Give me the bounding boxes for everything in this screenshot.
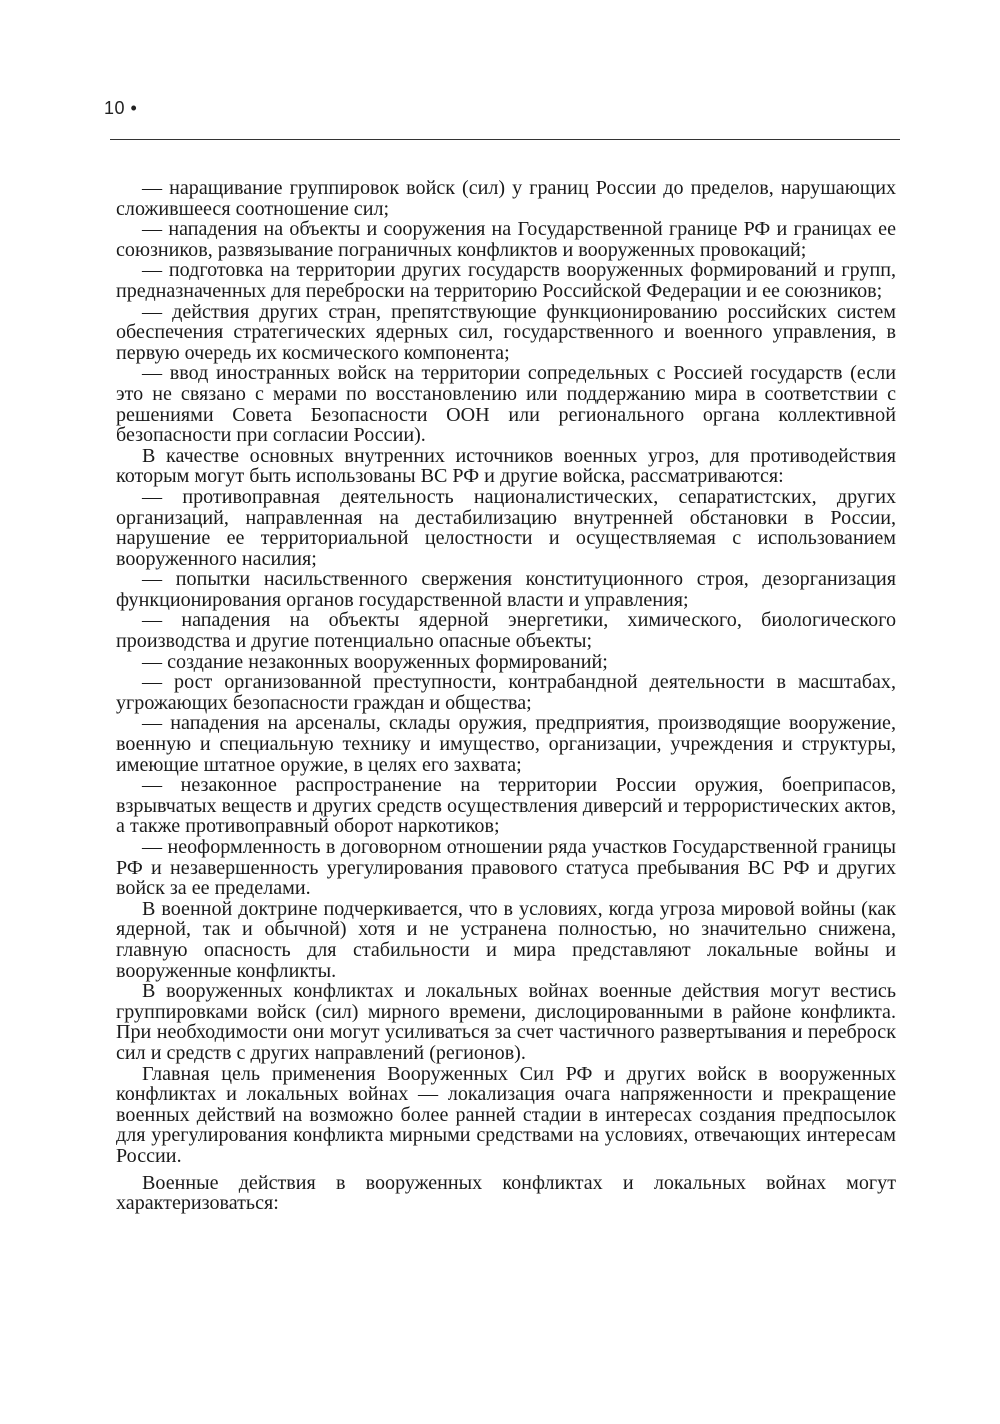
paragraph: — нападения на арсеналы, склады оружия, предприятия, производящие вооружение, военную и специальную технику и имущество, организации, учреждения и структуры, имеющие штатное оружие, в целях его захвата;	[116, 712, 896, 776]
paragraph: — рост организованной преступности, контрабандной деятельности в масштабах, угрожающих безопасности граждан и общества;	[116, 671, 896, 714]
paragraph: — создание незаконных вооруженных формирований;	[142, 650, 608, 673]
header-divider	[110, 139, 900, 140]
paragraph: В качестве основных внутренних источников военных угроз, для противодействия которым могут быть использованы ВС РФ и другие войска, рассматриваются:	[116, 444, 896, 488]
page-header	[104, 98, 137, 119]
paragraph: — неоформленность в договорном отношении ряда участков Государственной границы РФ и незавершенность урегулирования правового статуса пребывания ВС РФ и других войск за ее пределами.	[116, 836, 896, 900]
paragraph: В вооруженных конфликтах и локальных войнах военные действия могут вестись группировками войск (сил) мирного времени, дислоцированными в районе конфликта. При необходимости они могут усиливаться за счет частичного развертывания и переброск сил и средств с других направлений (регионов).	[116, 980, 896, 1064]
paragraph: — нападения на объекты ядерной энергетики, химического, биологического производства и другие потенциально опасные объекты;	[116, 609, 896, 653]
page-number: 10	[104, 98, 126, 118]
paragraph: — наращивание группировок войск (сил) у границ России до пределов, нарушающих сложившееся соотношение сил;	[116, 177, 896, 220]
paragraph: В военной доктрине подчеркивается, что в условиях, когда угроза мировой войны (как ядерной, так и обычной) хотя и не устранена полностью, но значительно снижена, главную опасность для стабильности и мира представляют локальные войны и вооруженные конфликты.	[116, 897, 896, 982]
header-bullet: •	[130, 98, 138, 118]
paragraph: — действия других стран, препятствующие функционированию российских систем обеспечения стратегических ядерных сил, государственного и военного управления, в первую очередь их космического компонента;	[116, 300, 896, 364]
paragraph: — ввод иностранных войск на территории сопредельных с Россией государств (если это не связано с мерами по восстановлению или поддержанию мира в соответствии с решениями Совета Безопасности ООН или регионального органа коллективной безопасности при согласии России).	[116, 362, 896, 447]
paragraph: — противоправная деятельность националистических, сепаратистских, других организаций, направленная на дестабилизацию внутренней обстановки в России, нарушение ее территориальной целостности и осуществляемая с использованием вооруженного насилия;	[116, 485, 896, 570]
body-text	[116, 178, 896, 1214]
paragraph: Военные действия в вооруженных конфликтах и локальных войнах могут характеризоваться:	[116, 1171, 896, 1215]
paragraph: — нападения на объекты и сооружения на Государственной границе РФ и границах ее союзников, развязывание пограничных конфликтов и вооруженных провокаций;	[116, 218, 896, 261]
paragraph: — подготовка на территории других государств вооруженных формирований и групп, предназначенных для переброски на территорию Российской Федерации и ее союзников;	[116, 259, 896, 302]
paragraph: — попытки насильственного свержения конституционного строя, дезорганизация функционирования органов государственной власти и управления;	[116, 568, 896, 611]
paragraph: — незаконное распространение на территории России оружия, боеприпасов, взрывчатых веществ и других средств осуществления диверсий и террористических актов, а также противоправный оборот наркотиков;	[116, 774, 896, 838]
paragraph: Главная цель применения Вооруженных Сил РФ и других войск в вооруженных конфликтах и локальных войнах — локализация очага напряженности и прекращение военных действий на возможно более ранней стадии в интересах создания предпосылок для урегулирования конфликта мирными средствами на условиях, отвечающих интересам России.	[116, 1062, 896, 1167]
